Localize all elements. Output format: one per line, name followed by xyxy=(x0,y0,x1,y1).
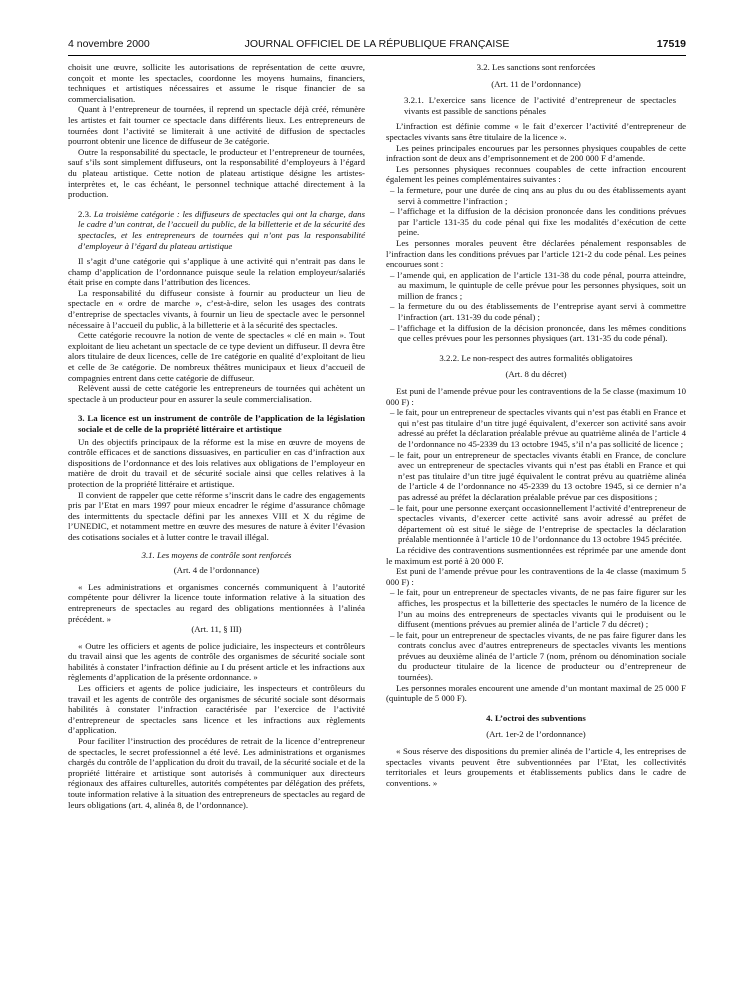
quote: « Outre les officiers et agents de police judiciaire, les inspecteurs et contrôleurs du travail ainsi que les agents de contrôle des organismes de sécurité sociale sont habilités à constater l’infraction définie au I du présent article et les infractions aux règlements d’application de la présente ordonnance. » xyxy=(68,640,365,683)
header-rule xyxy=(68,55,686,56)
quote: « Les administrations et organismes concernés communiquent à l’autorité compétente pour délivrer la licence toute information relative à la situation des entrepreneurs de spectacles au regard des obligations mentionnées à l’alinéa précédent. » xyxy=(68,581,365,624)
paragraph: Quant à l’entrepreneur de tournées, il reprend un spectacle déjà créé, rémunère les artistes et fait tourner ce spectacle dans différents lieux. Les entrepreneurs de tournées dont l’activité se limiterait à une activité de diffusion de spectacles pourront obtenir une licence de diffuseur de 3e catégorie. xyxy=(68,104,365,147)
list-item: – le fait, pour un entrepreneur de spectacles vivants établi en France, de conclure avec un entrepreneur de spectacles vivants qui n’est pas établi en France et qui n’est pas titulaire d’un titre jugé équivalent le contrat prévu au quatrième alinéa de l’article 4 de l’ordonnance no 45-2339 du 13 octobre 1945, si ce dernier n’a pas adressé au préfet la déclaration préalable prévue par ces dispositions ; xyxy=(390,449,686,502)
page-header xyxy=(68,38,686,54)
paragraph: Relèvent aussi de cette catégorie les entrepreneurs de tournées qui achètent un spectacle à un producteur pour en assurer la seule commercialisation. xyxy=(68,383,365,404)
list-item: – le fait, pour une personne exerçant occasionnellement l’activité d’entrepreneur de spectacles vivants, d’exercer cette activité sans avoir adressé au préfet de département où est situé le siège de l’entreprise de spectacles la déclaration préalable mentionnée à l’article 10 de l’ordonnance du 13 octobre 1945 précitée. xyxy=(390,502,686,545)
paragraph: Les peines principales encourues par les personnes physiques coupables de cette infraction sont de deux ans d’emprisonnement et de 200 000 F d’amende. xyxy=(386,142,686,164)
paragraph: choisit une œuvre, sollicite les autorisations de représentation de cette œuvre, conçoit et monte les spectacles, coordonne les moyens humains, financiers, techniques et artistiques nécessaires et assume le risque financier de sa commercialisation. xyxy=(68,62,365,104)
list-item: – la fermeture du ou des établissements de l’entreprise ayant servi à commettre l’infraction (art. 131-39 du code pénal) ; xyxy=(390,301,686,323)
list-item: – la fermeture, pour une durée de cinq ans au plus du ou des établissements ayant servi à commettre l’infraction ; xyxy=(390,184,686,206)
article-reference: (Art. 4 de l’ordonnance) xyxy=(173,565,260,576)
section-number: 2.3. xyxy=(78,208,92,219)
section-2-3-heading xyxy=(68,209,365,251)
article-reference: (Art. 1er-2 de l’ordonnance) xyxy=(486,729,586,740)
paragraph: L’infraction est définie comme « le fait d’exercer l’activité d’entrepreneur de spectacles vivants sans être titulaire de la licence ». xyxy=(386,121,686,142)
list-item: – le fait, pour un entrepreneur de spectacles vivants, de ne pas faire figurer sur les affiches, les prospectus et la billetterie des spectacles le numéro de la licence de l’un au moins des entrepreneurs de spectacles vivants qui le produisent ou le diffusent (mentions prévues au premier alinéa de l’article 7 du décret) ; xyxy=(390,587,686,630)
paragraph: Cette catégorie recouvre la notion de vente de spectacles « clé en main ». Tout exploitant de lieu achetant un spectacle de ce type devient un diffuseur. Il devra être alors titulaire de deux licences, celle de 1re catégorie en qualité d’exploitant de lieu et celle de 3e catégorie. De nombreux théâtres municipaux et lieux d’accueil de compagnies entrent dans cette catégorie de diffuseur. xyxy=(68,330,365,383)
list-item: – le fait, pour un entrepreneur de spectacles vivants qui n’est pas établi en France et qui n’est pas titulaire d’un titre jugé équivalent, d’exercer son activité sans avoir adressé au préfet la déclaration préalable prévue au quatrième alinéa de l’article 4 de l’ordonnance no 45-2339 du 13 octobre 1945, s’il n’a pas sollicité de licence ; xyxy=(390,407,686,449)
left-column xyxy=(68,62,365,810)
paragraph: La récidive des contraventions susmentionnées est réprimée par une amende dont le maximum est porté à 20 000 F. xyxy=(386,544,686,566)
section-3-heading: 3. La licence est un instrument de contrôle de l’application de la législation sociale et de celle de la propriété littéraire et artistique xyxy=(78,413,365,434)
paragraph: La responsabilité du diffuseur consiste à fournir au producteur un lieu de spectacle en « ordre de marche », c’est-à-dire, selon les usages des contrats d’entreprise de spectacles vivants, à fournir un lieu de spectacle avec le personnel nécessaire à l’accueil du public, à la billetterie et à la sécurité des spectacles. xyxy=(68,287,365,330)
paragraph: Est puni de l’amende prévue pour les contraventions de la 4e classe (maximum 5 000 F) : xyxy=(386,566,686,587)
article-reference: (Art. 8 du décret) xyxy=(505,369,567,380)
paragraph: Les personnes morales peuvent être déclarées pénalement responsables de l’infraction dans les conditions prévues par l’article 121-2 du code pénal. Les peines encourues sont : xyxy=(386,237,686,270)
paragraph: Les officiers et agents de police judiciaire, les inspecteurs et contrôleurs du travail et les agents de contrôle des organismes de sécurité sociale sont désormais habilités à constater l’infraction caractérisée par l’exercice de l’activité d’entrepreneur de spectacles sans licence et les infractions aux règlements d’application. xyxy=(68,683,365,736)
section-title: La troisième catégorie : les diffuseurs de spectacles qui ont la charge, dans le cadre d’un contrat, de l’accueil du public, de la billetterie et de la sécurité des spectacles, et les entrepreneurs de tournées qui n’ont pas la responsabilité d’employeur à l’égard du plateau artistique xyxy=(78,208,366,251)
section-4-heading: 4. L’octroi des subventions xyxy=(486,712,586,723)
section-3-2-1-heading: 3.2.1. L’exercice sans licence de l’activité d’entrepreneur de spectacles vivants est passible de sanctions pénales xyxy=(404,95,676,116)
paragraph: Les personnes physiques reconnues coupables de cette infraction encourent également les peines complémentaires suivantes : xyxy=(386,163,686,185)
penalty-list xyxy=(386,270,686,344)
section-3-2-2-heading: 3.2.2. Le non-respect des autres formalités obligatoires xyxy=(439,352,633,363)
paragraph: Il convient de rappeler que cette réforme s’inscrit dans le cadre des engagements pris par l’Etat en mars 1997 pour mieux encadrer le régime d’assurance chômage des intermittents du spectacle défini par les annexes VIII et X du régime de l’UNEDIC, et notamment mettre en œuvre des mesures de nature à éviter l’évasion des cotisations sociales et à lutter contre le travail illégal. xyxy=(68,489,365,542)
right-column xyxy=(386,62,686,788)
paragraph: Outre la responsabilité du spectacle, le producteur et l’entrepreneur de tournées, sauf s’ils sont simplement diffuseurs, ont la responsabilité d’employeurs à l’égard du plateau artistique. Cette notion de plateau artistique désigne les artistes-interprètes et, le cas échéant, le personnel technique attaché directement à la production. xyxy=(68,146,365,200)
penalty-list xyxy=(386,185,686,238)
section-3-1-heading: 3.1. Les moyens de contrôle sont renforcés xyxy=(141,549,292,560)
article-reference: (Art. 11, § III) xyxy=(191,624,242,635)
list-item: – l’amende qui, en application de l’article 131-38 du code pénal, pourra atteindre, au maximum, le quintuple de celle prévue pour les personnes physiques, soit un million de francs ; xyxy=(390,269,686,301)
paragraph: Un des objectifs principaux de la réforme est la mise en œuvre de moyens de contrôle efficaces et de sanctions dissuasives, en particulier en cas d’infraction aux dispositions de l’ordonnance et des lois relatives aux obligations de l’employeur en matière de droit du travail et de sécurité sociale ainsi que celles relatives à la protection de la propriété littéraire et artistique. xyxy=(68,436,365,489)
header-title: JOURNAL OFFICIEL DE LA RÉPUBLIQUE FRANÇAISE xyxy=(244,38,510,50)
list-item: – l’affichage et la diffusion de la décision prononcée, dans les mêmes conditions que celles prévues pour les personnes physiques (art. 131-35 du code pénal). xyxy=(390,322,686,344)
list-item: – l’affichage et la diffusion de la décision prononcée dans les conditions prévues par l’article 131-35 du code pénal qui fixe les modalités d’exécution de cette peine. xyxy=(390,206,686,238)
article-reference: (Art. 11 de l’ordonnance) xyxy=(491,78,581,89)
page-number: 17519 xyxy=(656,38,686,50)
list-item: – le fait, pour un entrepreneur de spectacles vivants, de ne pas faire figurer dans les contrats conclus avec d’autres entrepreneurs de spectacles vivants les mentions prévues au deuxième alinéa de l’article 7 (nom, prénom ou dénomination sociale du producteur titulaire de la licence de producteur ou d’entrepreneur de tournées). xyxy=(390,629,686,683)
contravention-list xyxy=(386,407,686,545)
paragraph: Pour faciliter l’instruction des procédures de retrait de la licence d’entrepreneur de spectacles, le secret professionnel a été levé. Les administrations et organismes chargés du contrôle de l’application du droit du travail, de la sécurité sociale et de la propriété littéraire et artistique sont autorisés à communiquer aux directeurs régionaux des affaires culturelles, autorités compétentes par délégation des préfets, toute information relative à la situation des entrepreneurs de spectacles au regard de leurs obligations (art. 4, alinéa 8, de l’ordonnance). xyxy=(68,736,365,810)
quote: « Sous réserve des dispositions du premier alinéa de l’article 4, les entreprises de spectacles vivants peuvent être subventionnées par l’Etat, les collectivités territoriales et leurs groupements et établissements publics dans le cadre de conventions. » xyxy=(386,746,686,788)
contravention-list xyxy=(386,587,686,682)
section-title: 3.2. Les sanctions sont renforcées xyxy=(476,62,596,72)
paragraph: Les personnes morales encourent une amende d’un montant maximal de 25 000 F (quintuple de 5 000 F). xyxy=(386,682,686,704)
paragraph: Il s’agit d’une catégorie qui s’applique à une activité qui n’entrait pas dans le champ d’application de l’ordonnance puisque seule la relation employeur/salariés était prise en compte dans l’attribution des licences. xyxy=(68,256,365,288)
paragraph: Est puni de l’amende prévue pour les contraventions de la 5e classe (maximum 10 000 F) : xyxy=(386,386,686,407)
section-3-2-heading xyxy=(386,62,686,73)
header-date: 4 novembre 2000 xyxy=(68,38,150,50)
